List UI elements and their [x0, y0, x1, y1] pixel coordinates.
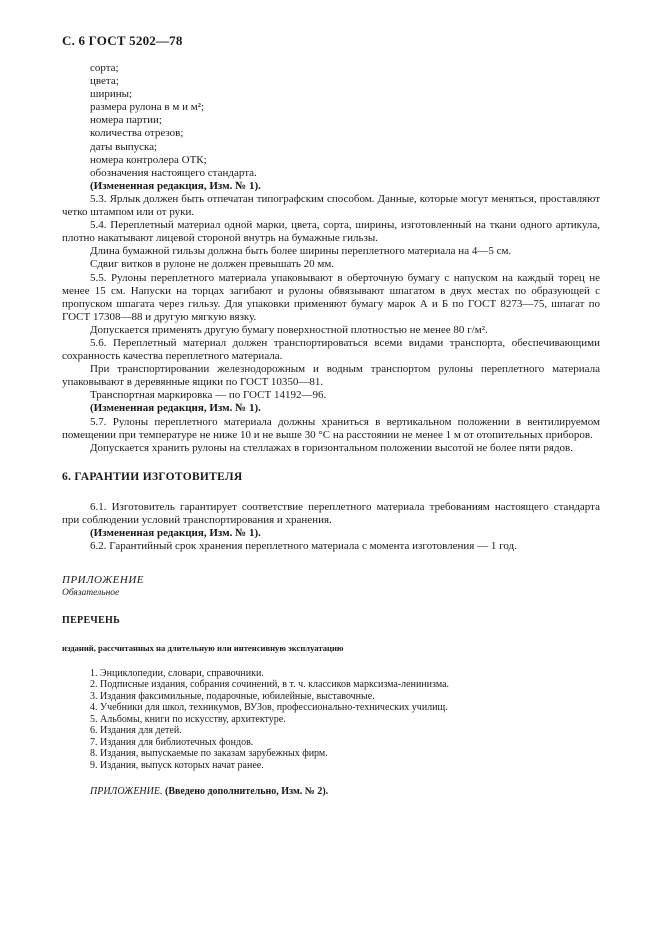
paragraph-5-4: 5.4. Переплетный материал одной марки, цвета, сорта, ширины, изготовленный на ткани одного артикула, плотно накатывают лицевой стороной внутрь на бумажные гильзы.: [62, 219, 600, 245]
footer-amendment: (Введено дополнительно, Изм. № 2).: [165, 786, 329, 798]
list-line: номера партии;: [90, 114, 162, 127]
list-line: размера рулона в м и м²;: [90, 101, 205, 114]
footer-appendix-label: ПРИЛОЖЕНИЕ.: [90, 786, 163, 798]
list-line: количества отрезов;: [90, 127, 184, 140]
paragraph-5-5-paper: Допускается применять другую бумагу поверхностной плотностью не менее 80 г/м².: [90, 323, 488, 336]
paragraph-5-5: 5.5. Рулоны переплетного материала упаковывают в оберточную бумагу с напуском на каждый торец не менее 15 см. Напуски на торцах загибают и рулоны обвязывают шпагатом в двух местах по образующей с пропуском шпагата через гильзу. Для упаковки применяют бумагу марок А и Б по ГОСТ 8273—75, шпагат по ГОСТ 17308—88 и другую мягкую вязку.: [62, 271, 600, 323]
paragraph-5-7: 5.7. Рулоны переплетного материала должны храниться в вертикальном положении в вентилируемом помещении при температуре не ниже 10 и не выше 30 °С на расстоянии не менее 1 м от отопительных приборов.: [62, 415, 600, 441]
list-item: 2. Подписные издания, собрания сочинений, в т. ч. классиков марксизма-ленинизма.: [90, 679, 450, 691]
list-item: 6. Издания для детей.: [90, 725, 182, 737]
list-line: ширины;: [90, 88, 133, 101]
paragraph-5-4-shift: Сдвиг витков в рулоне не должен превышать 20 мм.: [90, 258, 335, 271]
appendix-subtitle: Обязательное: [62, 588, 120, 599]
list-line: сорта;: [90, 62, 119, 74]
list-item: 3. Издания факсимильные, подарочные, юбилейные, выставочные.: [90, 690, 375, 702]
page-header: С. 6 ГОСТ 5202—78: [62, 33, 183, 48]
list-item: 1. Энциклопедии, словари, справочники.: [90, 667, 264, 679]
paragraph-5-6: 5.6. Переплетный материал должен транспортироваться всеми видами транспорта, обеспечивающими сохранность качества переплетного материала.: [62, 336, 600, 363]
paragraph-5-6-rail: При транспортировании железнодорожным и водным транспортом рулоны переплетного материала упаковывают в деревянные ящики по ГОСТ 10350—81.: [62, 363, 600, 389]
paragraph-6-1: 6.1. Изготовитель гарантирует соответствие переплетного материала требованиям настоящего стандарта при соблюдении условий транспортирования и хранения.: [62, 500, 600, 526]
list-line: даты выпуска;: [90, 140, 158, 153]
list-item: 8. Издания, выпускаемые по заказам зарубежных фирм.: [90, 748, 328, 760]
paragraph-5-6-marking: Транспортная маркировка — по ГОСТ 14192—96.: [90, 389, 327, 402]
revision-note: (Измененная редакция, Изм. № 1).: [90, 402, 261, 415]
list-item: 4. Учебники для школ, техникумов, ВУЗов, профессионально-технических училищ.: [90, 702, 448, 714]
appendix-footer-note: [62, 785, 600, 798]
list-item: 5. Альбомы, книги по искусству, архитектуре.: [90, 713, 286, 725]
revision-note: (Измененная редакция, Изм. № 1).: [90, 179, 261, 192]
section-6-title: 6. ГАРАНТИИ ИЗГОТОВИТЕЛЯ: [62, 470, 243, 483]
paragraph-5-7-racks: Допускается хранить рулоны на стеллажах в горизонтальном положении высотой не более пяти рядов.: [90, 441, 573, 454]
document-body: [62, 62, 600, 798]
revision-note: (Измененная редакция, Изм. № 1).: [90, 527, 261, 540]
list-subtitle: изданий, рассчитанных на длительную или интенсивную эксплуатацию: [62, 642, 344, 653]
list-item: 9. Издания, выпуск которых начат ранее.: [90, 759, 264, 771]
list-line: номера контролера ОТК;: [90, 153, 207, 166]
paragraph-5-3: 5.3. Ярлык должен быть отпечатан типографским способом. Данные, которые могут меняться, проставляют четко штампом или от руки.: [62, 192, 600, 219]
list-item: 7. Издания для библиотечных фондов.: [90, 736, 254, 748]
list-line: цвета;: [90, 75, 119, 88]
paragraph-6-2: 6.2. Гарантийный срок хранения переплетного материала с момента изготовления — 1 год.: [90, 540, 517, 553]
list-line: обозначения настоящего стандарта.: [90, 166, 257, 179]
publication-list: [62, 668, 600, 772]
paragraph-5-4-sleeve: Длина бумажной гильзы должна быть более ширины переплетного материала на 4—5 см.: [90, 245, 512, 258]
list-title: ПЕРЕЧЕНЬ: [62, 615, 121, 627]
appendix-label: ПРИЛОЖЕНИЕ: [62, 574, 144, 587]
